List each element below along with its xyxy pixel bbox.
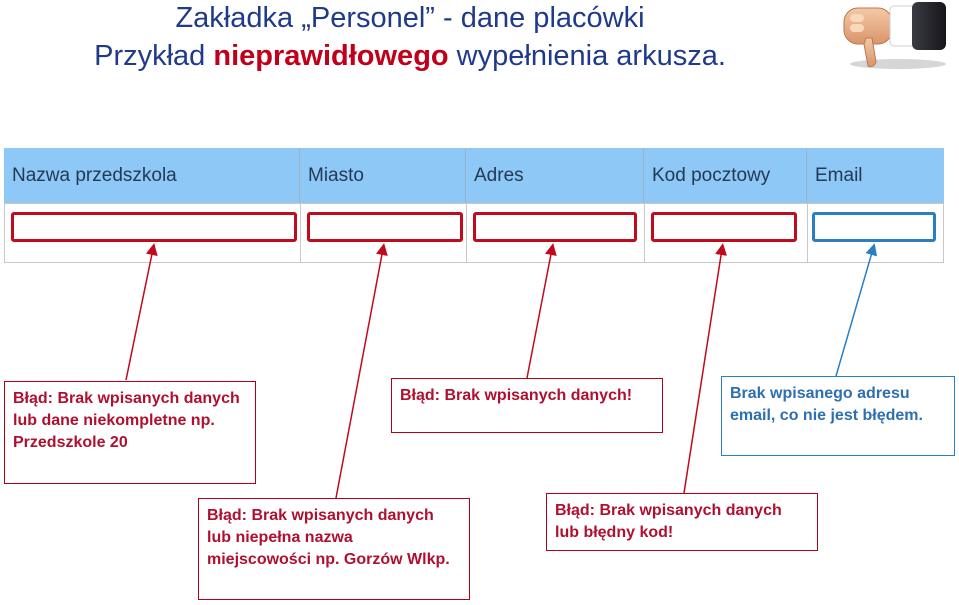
callout-email-info: Brak wpisanego adresu email, co nie jest błędem. bbox=[721, 376, 955, 456]
header-kod-pocztowy: Kod pocztowy bbox=[644, 148, 807, 203]
connector-adres bbox=[527, 249, 552, 378]
callout-kod-error: Błąd: Brak wpisanych danych lub błędny kod! bbox=[546, 493, 818, 551]
subtitle-emphasis: nieprawidłowego bbox=[213, 40, 449, 72]
connector-nazwa bbox=[126, 249, 153, 380]
header-email: Email bbox=[815, 164, 863, 186]
connector-kod bbox=[684, 249, 722, 493]
callout-nazwa-error: Błąd: Brak wpisanych danych lub dane niekompletne np. Przedszkole 20 bbox=[4, 381, 256, 484]
header-nazwa-przedszkola: Nazwa przedszkola bbox=[4, 148, 300, 203]
connector-email bbox=[836, 249, 873, 376]
callout-adres-error: Błąd: Brak wpisanych danych! bbox=[391, 378, 663, 433]
header-miasto: Miasto bbox=[300, 148, 466, 203]
subtitle-suffix: wypełnienia arkusza. bbox=[448, 40, 726, 72]
subtitle-prefix: Przykład bbox=[94, 40, 214, 72]
callout-miasto-error: Błąd: Brak wpisanych danych lub niepełna nazwa miejscowości np. Gorzów Wlkp. bbox=[198, 498, 470, 600]
connector-miasto bbox=[336, 249, 383, 498]
header-adres: Adres bbox=[466, 148, 644, 203]
slide-title: Zakładka „Personel” - dane placówki bbox=[175, 2, 645, 34]
